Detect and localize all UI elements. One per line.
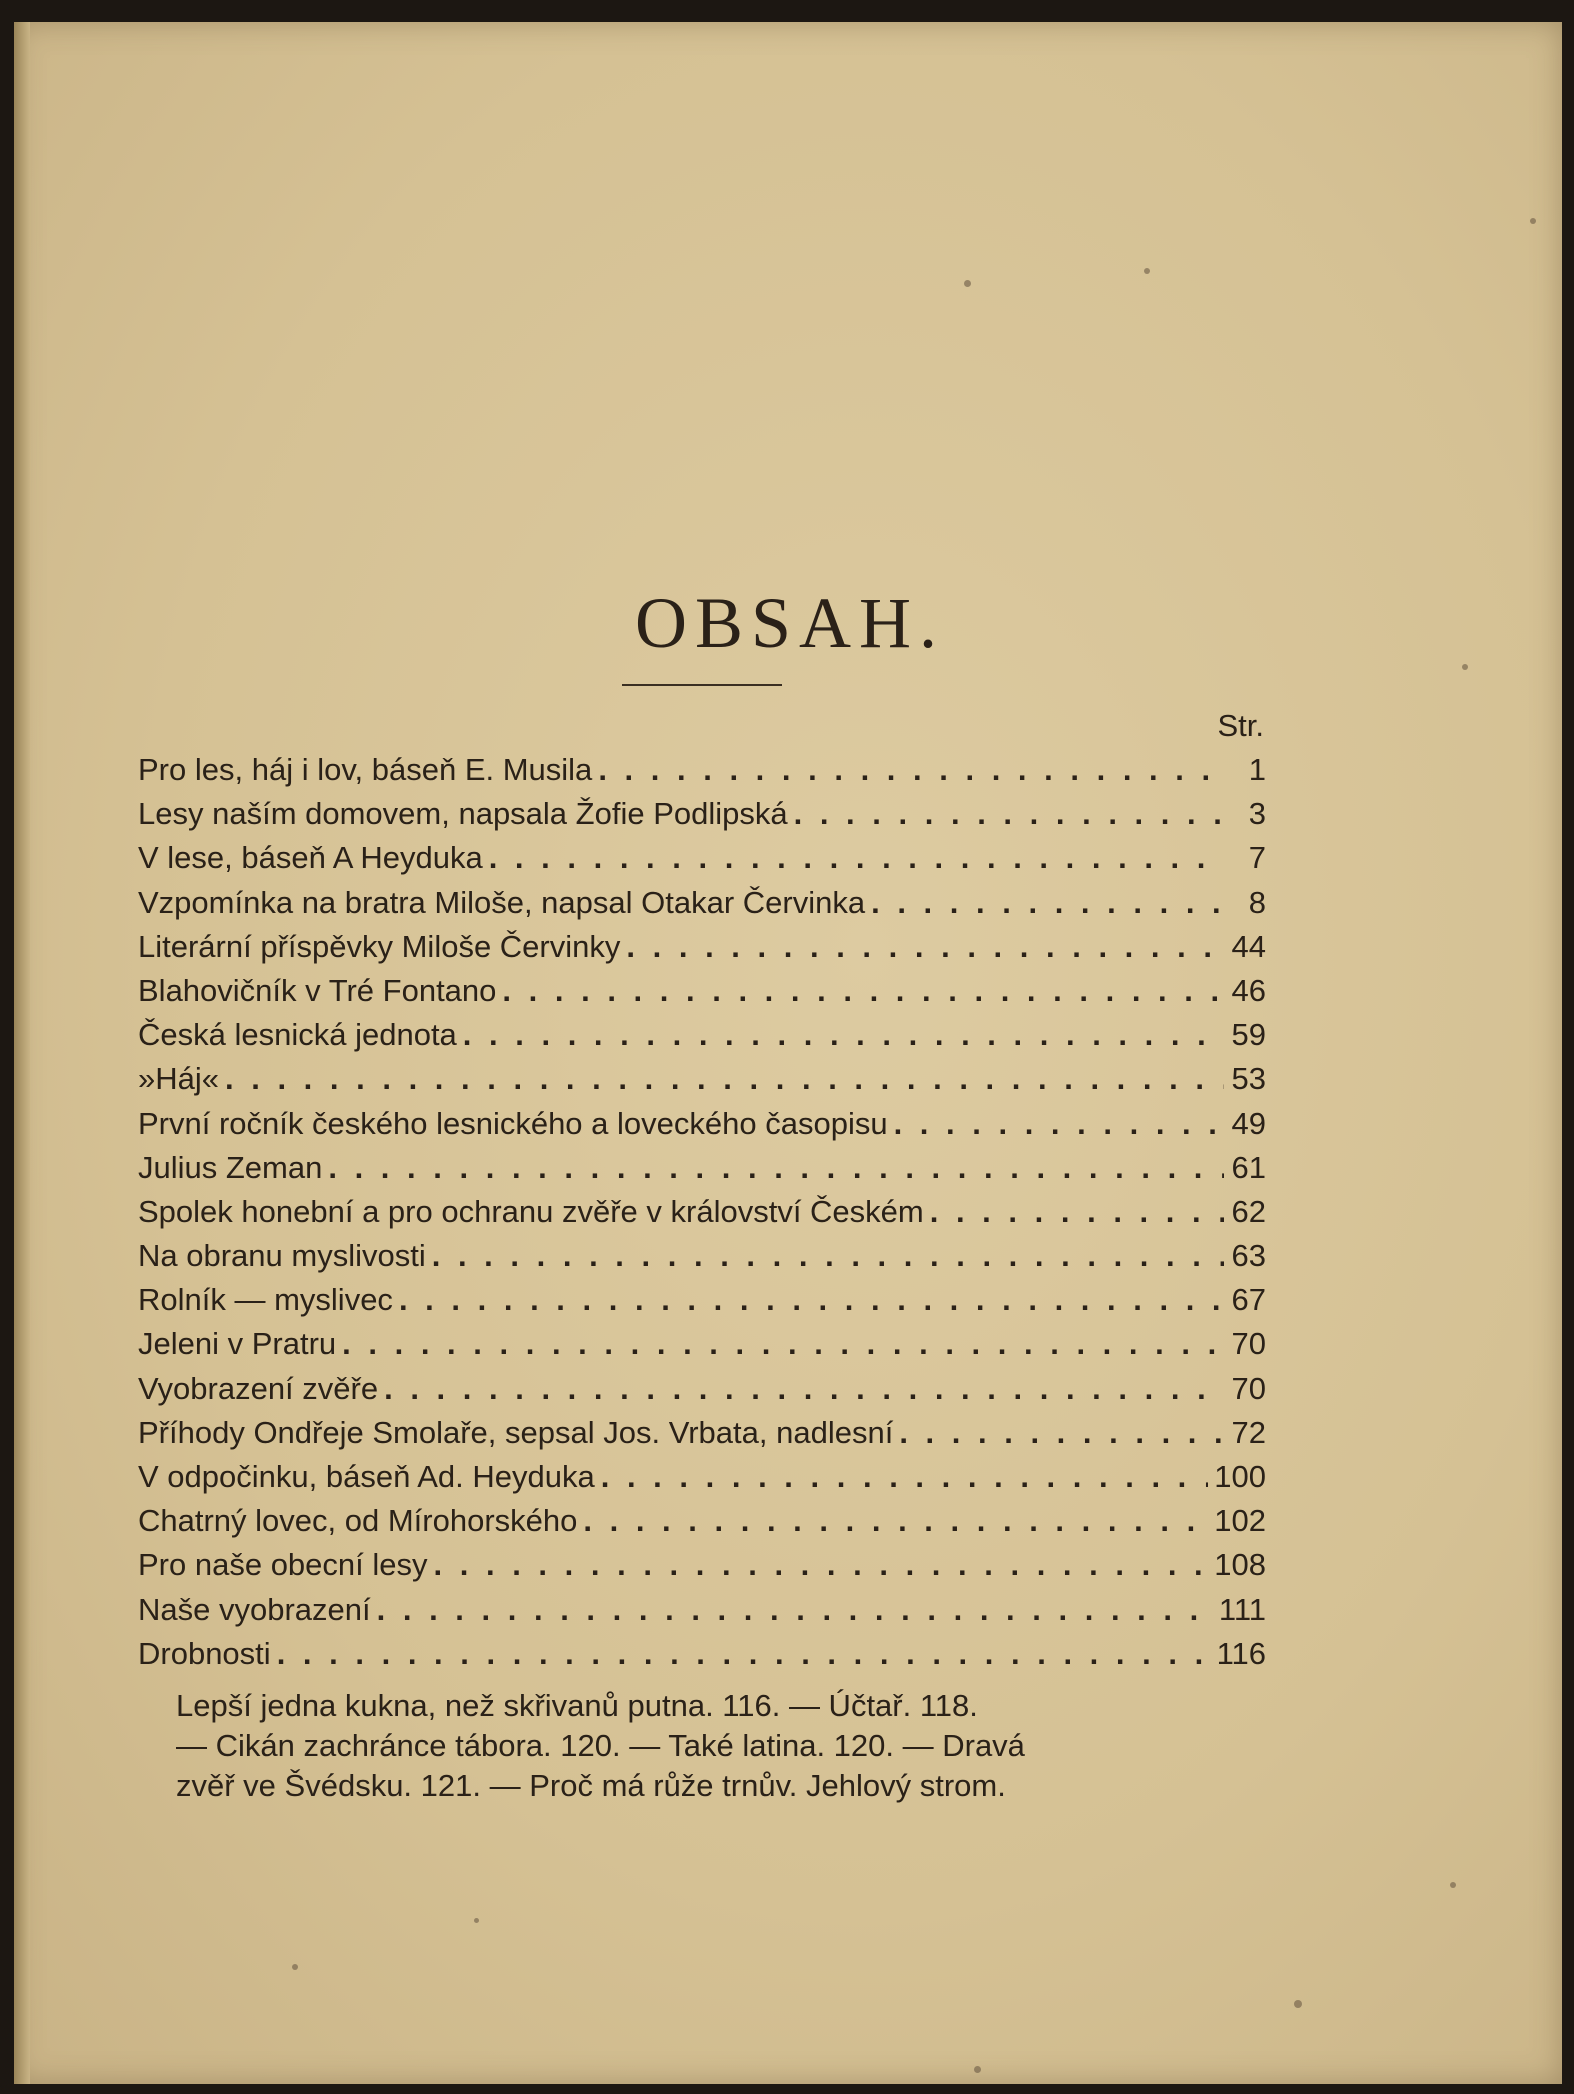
toc-entry-title: Drobnosti: [138, 1635, 271, 1671]
toc-leader-dots: [225, 1057, 1224, 1101]
toc-entry-page: 63: [1231, 1238, 1266, 1274]
toc-entry: [138, 1588, 1266, 1632]
toc-entry-page: 102: [1214, 1503, 1266, 1539]
paper-speck: [974, 2066, 981, 2073]
toc-leader-dots: [930, 1190, 1224, 1234]
toc-entry-title: První ročník českého lesnického a loveckého časopisu: [138, 1105, 888, 1141]
toc-entry-page: 49: [1231, 1105, 1266, 1141]
toc-entry-title: Vzpomínka na bratra Miloše, napsal Otakar Červinka: [138, 884, 866, 920]
toc-entry-title: Vyobrazení zvěře: [138, 1370, 379, 1406]
paper-speck: [1530, 218, 1536, 224]
toc-leader-dots: [794, 792, 1224, 836]
toc-leader-dots: [626, 925, 1224, 969]
toc-entry-title: Literární příspěvky Miloše Červinky: [138, 928, 621, 964]
toc-entry-page: 3: [1248, 796, 1266, 832]
toc-entry-title: Česká lesnická jednota: [138, 1017, 457, 1053]
toc-leader-dots: [434, 1543, 1209, 1587]
toc-entry: [138, 1057, 1266, 1101]
toc-leader-dots: [583, 1499, 1208, 1543]
toc-entry: [138, 881, 1266, 925]
toc-entry-title: Pro naše obecní lesy: [138, 1547, 428, 1583]
toc-entry-page: 116: [1216, 1635, 1266, 1671]
toc-leader-dots: [277, 1632, 1211, 1676]
subnote-line: Lepší jedna kukna, než skřivanů putna. 116. — Účtař. 118.: [176, 1688, 978, 1723]
paper-speck: [1462, 664, 1468, 670]
toc-entry-title: »Háj«: [138, 1061, 219, 1097]
paper-speck: [1144, 268, 1150, 274]
toc-entry: [138, 1632, 1266, 1676]
toc-entry: [138, 1013, 1266, 1057]
toc-entry-title: Naše vyobrazení: [138, 1591, 371, 1627]
toc-leader-dots: [432, 1234, 1224, 1278]
toc-entry-title: Příhody Ondřeje Smolaře, sepsal Jos. Vrbata, nadlesní: [138, 1414, 894, 1450]
toc-entry: [138, 925, 1266, 969]
toc-entry: [138, 792, 1266, 836]
toc-leader-dots: [871, 881, 1224, 925]
toc-leader-dots: [502, 969, 1224, 1013]
toc-entry-title: Blahovičník v Tré Fontano: [138, 972, 497, 1008]
paper-speck: [1294, 2000, 1302, 2008]
toc-entry-page: 44: [1231, 928, 1266, 964]
toc-entry-page: 67: [1231, 1282, 1266, 1318]
toc-entry-page: 61: [1231, 1149, 1266, 1185]
toc-entry-title: Rolník — myslivec: [138, 1282, 393, 1318]
toc-entry-title: Chatrný lovec, od Mírohorského: [138, 1503, 578, 1539]
toc-leader-dots: [342, 1322, 1224, 1366]
toc-entry-page: 108: [1214, 1547, 1266, 1583]
toc-leader-dots: [328, 1146, 1224, 1190]
toc-entry: [138, 1367, 1266, 1411]
toc-entry-title: V odpočinku, báseň Ad. Heyduka: [138, 1459, 595, 1494]
toc-leader-dots: [899, 1411, 1224, 1455]
toc-entry-page: 70: [1231, 1326, 1266, 1362]
toc-entry: [138, 1543, 1266, 1587]
toc-leader-dots: [598, 748, 1224, 792]
toc-entry-page: 62: [1231, 1193, 1266, 1229]
page-gutter: [14, 22, 30, 2084]
toc-leader-dots: [399, 1278, 1224, 1322]
toc-leader-dots: [601, 1455, 1209, 1499]
toc-leader-dots: [377, 1588, 1213, 1632]
toc-entry: [138, 748, 1266, 792]
toc-entry-page: 8: [1248, 884, 1266, 920]
toc-entry-title: Lesy naším domovem, napsala Žofie Podlipská: [138, 796, 788, 832]
toc-entry-page: 53: [1231, 1061, 1266, 1097]
toc-entry: [138, 1322, 1266, 1366]
page-column-label: Str.: [1217, 708, 1264, 743]
toc-entry-title: Pro les, háj i lov, báseň E. Musila: [138, 752, 593, 787]
page-title: OBSAH.: [634, 583, 946, 663]
toc-entry-title: Julius Zeman: [138, 1149, 323, 1185]
paper-speck: [292, 1964, 298, 1970]
toc-entry-title: Jeleni v Pratru: [138, 1326, 337, 1362]
toc-entry-page: 100: [1214, 1459, 1266, 1494]
table-of-contents: [138, 748, 1266, 1676]
paper-speck: [1450, 1882, 1456, 1888]
title-rule: [622, 684, 782, 686]
toc-entry: [138, 1278, 1266, 1322]
toc-entry-title: Spolek honební a pro ochranu zvěře v království Českém: [138, 1193, 924, 1229]
toc-entry: [138, 1455, 1266, 1499]
subnote-line: zvěř ve Švédsku. 121. — Proč má růže trnův. Jehlový strom.: [176, 1768, 1006, 1803]
toc-leader-dots: [384, 1367, 1224, 1411]
drobnosti-subnote: [176, 1686, 1192, 1806]
toc-entry-page: 1: [1248, 752, 1266, 787]
toc-entry: [138, 1190, 1266, 1234]
toc-entry-page: 59: [1231, 1017, 1266, 1053]
toc-leader-dots: [463, 1013, 1224, 1057]
toc-entry-page: 46: [1231, 972, 1266, 1008]
toc-entry: [138, 1499, 1266, 1543]
toc-entry-page: 72: [1231, 1414, 1266, 1450]
toc-entry: [138, 1146, 1266, 1190]
toc-entry: [138, 1102, 1266, 1146]
toc-entry-title: Na obranu myslivosti: [138, 1238, 426, 1274]
toc-entry-page: 7: [1248, 840, 1266, 876]
toc-entry: [138, 1234, 1266, 1278]
toc-entry-page: 111: [1218, 1591, 1266, 1627]
toc-entry: [138, 969, 1266, 1013]
paper-speck: [474, 1918, 479, 1923]
toc-entry: [138, 1411, 1266, 1455]
paper-speck: [964, 280, 971, 287]
toc-entry: [138, 836, 1266, 880]
toc-entry-title: V lese, báseň A Heyduka: [138, 840, 483, 876]
subnote-line: — Cikán zachránce tábora. 120. — Také latina. 120. — Dravá: [176, 1728, 1025, 1763]
toc-leader-dots: [894, 1102, 1224, 1146]
toc-leader-dots: [489, 836, 1224, 880]
toc-entry-page: 70: [1231, 1370, 1266, 1406]
